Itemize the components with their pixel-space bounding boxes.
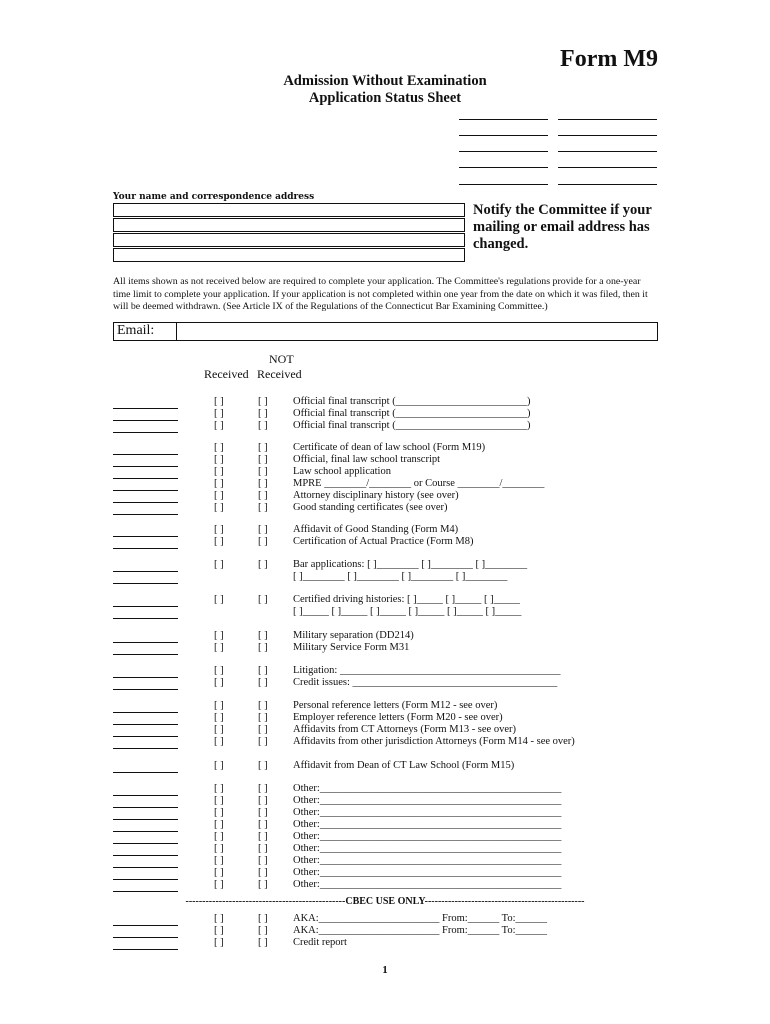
- date-line[interactable]: [113, 571, 178, 572]
- received-header: Received: [204, 367, 249, 381]
- date-line[interactable]: [113, 748, 178, 749]
- date-line[interactable]: [113, 502, 178, 503]
- not-received-checkbox[interactable]: [ ]: [258, 559, 268, 570]
- not-received-checkbox[interactable]: [ ]: [258, 843, 268, 854]
- email-field[interactable]: [113, 322, 658, 341]
- item-label: AKA:_______________________ From:______ To:______: [293, 913, 547, 924]
- date-line[interactable]: [113, 677, 178, 678]
- not-received-checkbox[interactable]: [ ]: [258, 783, 268, 794]
- not-received-checkbox[interactable]: [ ]: [258, 665, 268, 676]
- not-received-checkbox[interactable]: [ ]: [258, 831, 268, 842]
- not-received-checkbox[interactable]: [ ]: [258, 630, 268, 641]
- not-header: NOT: [269, 352, 294, 366]
- date-line[interactable]: [113, 736, 178, 737]
- not-received-checkbox[interactable]: [ ]: [258, 420, 268, 431]
- not-received-checkbox[interactable]: [ ]: [258, 700, 268, 711]
- item-label: Other:______________________________________________: [293, 867, 562, 878]
- date-line[interactable]: [113, 420, 178, 421]
- received-checkbox[interactable]: [ ]: [214, 454, 224, 465]
- blank-line: [558, 184, 657, 185]
- date-line[interactable]: [113, 654, 178, 655]
- received-checkbox[interactable]: [ ]: [214, 630, 224, 641]
- item-label: Attorney disciplinary history (see over): [293, 490, 459, 501]
- item-label: Personal reference letters (Form M12 - see over): [293, 700, 498, 711]
- item-label: Other:______________________________________________: [293, 855, 562, 866]
- received-checkbox[interactable]: [ ]: [214, 783, 224, 794]
- item-label: Other:______________________________________________: [293, 879, 562, 890]
- date-line[interactable]: [113, 855, 178, 856]
- notify-notice: Notify the Committee if your mailing or email address has changed.: [473, 202, 652, 252]
- not-received-checkbox[interactable]: [ ]: [258, 855, 268, 866]
- received-checkbox[interactable]: [ ]: [214, 807, 224, 818]
- item-label: Other:______________________________________________: [293, 795, 562, 806]
- not-received-checkbox[interactable]: [ ]: [258, 454, 268, 465]
- address-field[interactable]: [113, 248, 465, 262]
- received-checkbox[interactable]: [ ]: [214, 925, 224, 936]
- date-line[interactable]: [113, 819, 178, 820]
- not-received-checkbox[interactable]: [ ]: [258, 502, 268, 513]
- not-received-checkbox[interactable]: [ ]: [258, 642, 268, 653]
- blank-line: [459, 151, 548, 152]
- email-label: Email:: [117, 323, 155, 338]
- date-line[interactable]: [113, 642, 178, 643]
- date-line[interactable]: [113, 807, 178, 808]
- item-label: Official final transcript (_________________________): [293, 408, 531, 419]
- date-line[interactable]: [113, 408, 178, 409]
- item-label: Affidavits from CT Attorneys (Form M13 - see over): [293, 724, 516, 735]
- item-label: Bar applications: [ ]________ [ ]________ [ ]________: [293, 559, 528, 570]
- blank-line: [558, 119, 657, 120]
- item-label: Good standing certificates (see over): [293, 502, 448, 513]
- item-label: Certified driving histories: [ ]_____ [ ]_____ [ ]_____: [293, 594, 520, 605]
- date-line[interactable]: [113, 514, 178, 515]
- received-checkbox[interactable]: [ ]: [214, 442, 224, 453]
- date-line[interactable]: [113, 867, 178, 868]
- item-label: Other:______________________________________________: [293, 807, 562, 818]
- item-label: [ ]________ [ ]________ [ ]________ [ ]________: [293, 571, 508, 582]
- date-line[interactable]: [113, 478, 178, 479]
- received-checkbox[interactable]: [ ]: [214, 502, 224, 513]
- received-checkbox[interactable]: [ ]: [214, 642, 224, 653]
- not-received-checkbox[interactable]: [ ]: [258, 913, 268, 924]
- item-label: Official final transcript (_________________________): [293, 396, 531, 407]
- item-label: MPRE ________/________ or Course ________/________: [293, 478, 545, 489]
- blank-line: [459, 167, 548, 168]
- blank-line: [459, 135, 548, 136]
- received-checkbox[interactable]: [ ]: [214, 490, 224, 501]
- received-checkbox[interactable]: [ ]: [214, 594, 224, 605]
- item-label: Other:______________________________________________: [293, 783, 562, 794]
- item-label: Official final transcript (_________________________): [293, 420, 531, 431]
- not-received-checkbox[interactable]: [ ]: [258, 442, 268, 453]
- address-field[interactable]: [113, 233, 465, 247]
- address-label: Your name and correspondence address: [113, 192, 315, 202]
- email-divider: [176, 322, 177, 341]
- not-received-checkbox[interactable]: [ ]: [258, 677, 268, 688]
- received-checkbox[interactable]: [ ]: [214, 700, 224, 711]
- item-label: Law school application: [293, 466, 391, 477]
- blank-line: [459, 184, 548, 185]
- title-line-1: Admission Without Examination: [283, 73, 487, 89]
- received-checkbox[interactable]: [ ]: [214, 478, 224, 489]
- blank-line: [558, 151, 657, 152]
- received-checkbox[interactable]: [ ]: [214, 396, 224, 407]
- date-line[interactable]: [113, 891, 178, 892]
- received-checkbox[interactable]: [ ]: [214, 420, 224, 431]
- date-line[interactable]: [113, 949, 178, 950]
- not-received-checkbox[interactable]: [ ]: [258, 807, 268, 818]
- blank-line: [459, 119, 548, 120]
- cbec-divider: ------------------------------------------------CBEC USE ONLY------------------------------------------------: [185, 896, 585, 907]
- not-received-checkbox[interactable]: [ ]: [258, 490, 268, 501]
- date-line[interactable]: [113, 618, 178, 619]
- received-checkbox[interactable]: [ ]: [214, 795, 224, 806]
- title-line-2: Application Status Sheet: [308, 90, 462, 106]
- not-received-checkbox[interactable]: [ ]: [258, 925, 268, 936]
- received-checkbox[interactable]: [ ]: [214, 736, 224, 747]
- item-label: Military separation (DD214): [293, 630, 414, 641]
- date-line[interactable]: [113, 583, 178, 584]
- blank-line: [558, 167, 657, 168]
- date-line[interactable]: [113, 606, 178, 607]
- item-label: Official, final law school transcript: [293, 454, 441, 465]
- not-received-checkbox[interactable]: [ ]: [258, 712, 268, 723]
- item-label: Employer reference letters (Form M20 - see over): [293, 712, 503, 723]
- date-line[interactable]: [113, 937, 178, 938]
- page-number: 1: [382, 964, 388, 976]
- received-checkbox[interactable]: [ ]: [214, 831, 224, 842]
- item-label: [ ]_____ [ ]_____ [ ]_____ [ ]_____ [ ]_____ [ ]_____: [293, 606, 522, 617]
- not-received-checkbox[interactable]: [ ]: [258, 736, 268, 747]
- received-checkbox[interactable]: [ ]: [214, 665, 224, 676]
- item-label: Credit report: [293, 937, 347, 948]
- form-number: Form M9: [560, 46, 658, 72]
- item-label: Other:______________________________________________: [293, 819, 562, 830]
- date-line[interactable]: [113, 466, 178, 467]
- received-checkbox[interactable]: [ ]: [214, 855, 224, 866]
- item-label: Military Service Form M31: [293, 642, 410, 653]
- not-received-checkbox[interactable]: [ ]: [258, 879, 268, 890]
- date-line[interactable]: [113, 843, 178, 844]
- received-checkbox[interactable]: [ ]: [214, 712, 224, 723]
- address-field[interactable]: [113, 218, 465, 232]
- item-label: Other:______________________________________________: [293, 831, 562, 842]
- not-received-checkbox[interactable]: [ ]: [258, 760, 268, 771]
- date-line[interactable]: [113, 724, 178, 725]
- date-line[interactable]: [113, 432, 178, 433]
- not-received-checkbox[interactable]: [ ]: [258, 594, 268, 605]
- intro-paragraph: All items shown as not received below are required to complete your application. The Committee's regulations provide for a one-year time limit to complete your application. If your application is not completed within one year from the date on which it was filed, then it will be deemed withdrawn. (See Article IX of the Regulations of the Connecticut Bar Examining Committee.): [113, 276, 648, 312]
- not-received-checkbox[interactable]: [ ]: [258, 396, 268, 407]
- received-checkbox[interactable]: [ ]: [214, 937, 224, 948]
- not-received-checkbox[interactable]: [ ]: [258, 867, 268, 878]
- date-line[interactable]: [113, 536, 178, 537]
- date-line[interactable]: [113, 548, 178, 549]
- received-checkbox[interactable]: [ ]: [214, 536, 224, 547]
- not-received-checkbox[interactable]: [ ]: [258, 536, 268, 547]
- item-label: Affidavits from other jurisdiction Attorneys (Form M14 - see over): [293, 736, 575, 747]
- received-checkbox[interactable]: [ ]: [214, 466, 224, 477]
- item-label: Credit issues: _______________________________________: [293, 677, 558, 688]
- date-line[interactable]: [113, 689, 178, 690]
- date-line[interactable]: [113, 772, 178, 773]
- item-label: AKA:_______________________ From:______ To:______: [293, 925, 547, 936]
- not-received-checkbox[interactable]: [ ]: [258, 408, 268, 419]
- item-label: Certification of Actual Practice (Form M8): [293, 536, 474, 547]
- received-checkbox[interactable]: [ ]: [214, 677, 224, 688]
- item-label: Affidavit from Dean of CT Law School (Form M15): [293, 760, 515, 771]
- not-received-checkbox[interactable]: [ ]: [258, 466, 268, 477]
- received-checkbox[interactable]: [ ]: [214, 524, 224, 535]
- received-checkbox[interactable]: [ ]: [214, 879, 224, 890]
- received-checkbox[interactable]: [ ]: [214, 867, 224, 878]
- date-line[interactable]: [113, 831, 178, 832]
- not-received-checkbox[interactable]: [ ]: [258, 724, 268, 735]
- date-line[interactable]: [113, 490, 178, 491]
- received-checkbox[interactable]: [ ]: [214, 408, 224, 419]
- item-label: Affidavit of Good Standing (Form M4): [293, 524, 459, 535]
- blank-line: [558, 135, 657, 136]
- date-line[interactable]: [113, 925, 178, 926]
- not-received-checkbox[interactable]: [ ]: [258, 819, 268, 830]
- received-checkbox[interactable]: [ ]: [214, 913, 224, 924]
- not-received-checkbox[interactable]: [ ]: [258, 937, 268, 948]
- date-line[interactable]: [113, 795, 178, 796]
- date-line[interactable]: [113, 712, 178, 713]
- received-checkbox[interactable]: [ ]: [214, 559, 224, 570]
- date-line[interactable]: [113, 454, 178, 455]
- not-received-checkbox[interactable]: [ ]: [258, 524, 268, 535]
- address-field[interactable]: [113, 203, 465, 217]
- item-label: Litigation: __________________________________________: [293, 665, 561, 676]
- not-received-checkbox[interactable]: [ ]: [258, 795, 268, 806]
- received-checkbox[interactable]: [ ]: [214, 843, 224, 854]
- received-checkbox[interactable]: [ ]: [214, 724, 224, 735]
- received-checkbox[interactable]: [ ]: [214, 760, 224, 771]
- item-label: Certificate of dean of law school (Form M19): [293, 442, 486, 453]
- date-line[interactable]: [113, 879, 178, 880]
- not-received-header: Received: [257, 367, 302, 381]
- received-checkbox[interactable]: [ ]: [214, 819, 224, 830]
- item-label: Other:______________________________________________: [293, 843, 562, 854]
- not-received-checkbox[interactable]: [ ]: [258, 478, 268, 489]
